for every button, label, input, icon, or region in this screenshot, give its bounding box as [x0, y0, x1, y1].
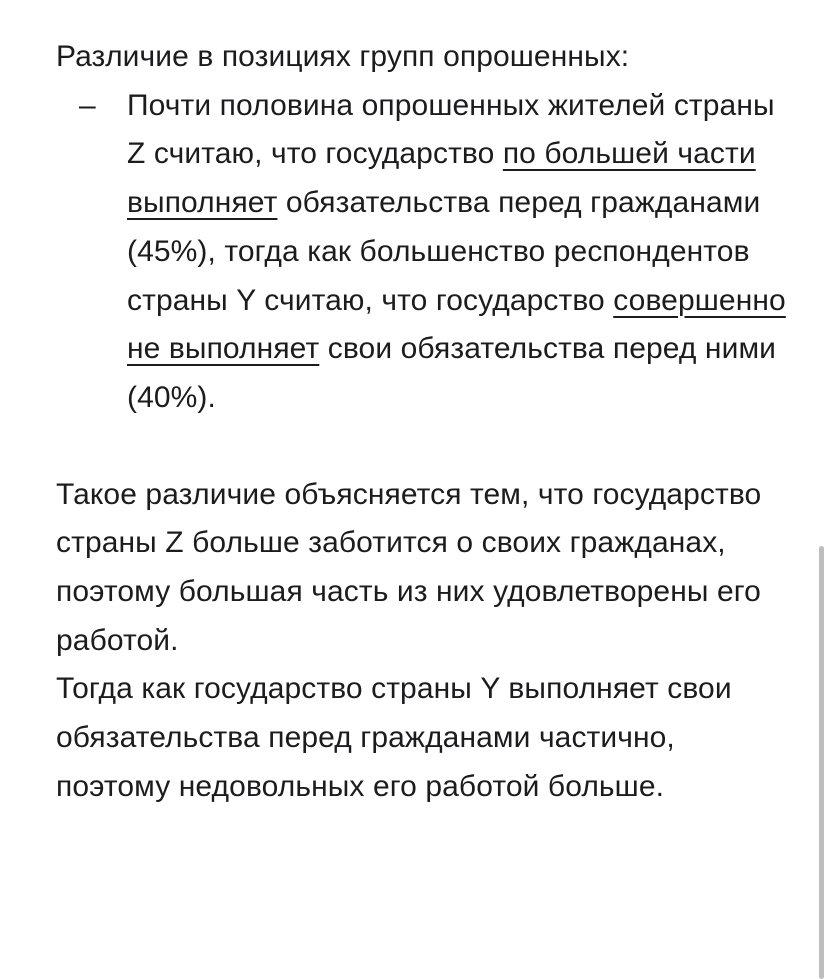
list-item-text-part2: обязательства перед гражданами (45%), тогда как большенство респондентов страны Y считаю, что государство	[127, 186, 761, 317]
bullet-list	[56, 82, 786, 423]
paragraph-spacer	[56, 423, 786, 471]
list-item	[56, 82, 786, 423]
document-body	[56, 33, 786, 812]
dash-bullet-marker: –	[79, 88, 96, 122]
paragraph-explanation: Такое различие объясняется тем, что государство страны Z больше заботится о своих гражданах, поэтому большая часть из них удовлетворены его работой.	[56, 477, 762, 657]
underlined-phrase-mostly-fulfills: по большей части выполняет	[127, 137, 756, 220]
vertical-scrollbar[interactable]	[819, 546, 824, 979]
underlined-phrase-does-not-fulfill: совершенно не выполняет	[127, 283, 786, 366]
list-item-text-part3: свои обязательства перед ними (40%).	[127, 332, 777, 414]
paragraph-contrast: Тогда как государство страны Y выполняет свои обязательства перед гражданами частично, поэтому недовольных его работой больше.	[56, 672, 732, 803]
list-item-text-part1: Почти половина опрошенных жителей страны Z считаю, что государство	[127, 88, 775, 171]
section-heading: Различие в позициях групп опрошенных:	[56, 40, 630, 73]
